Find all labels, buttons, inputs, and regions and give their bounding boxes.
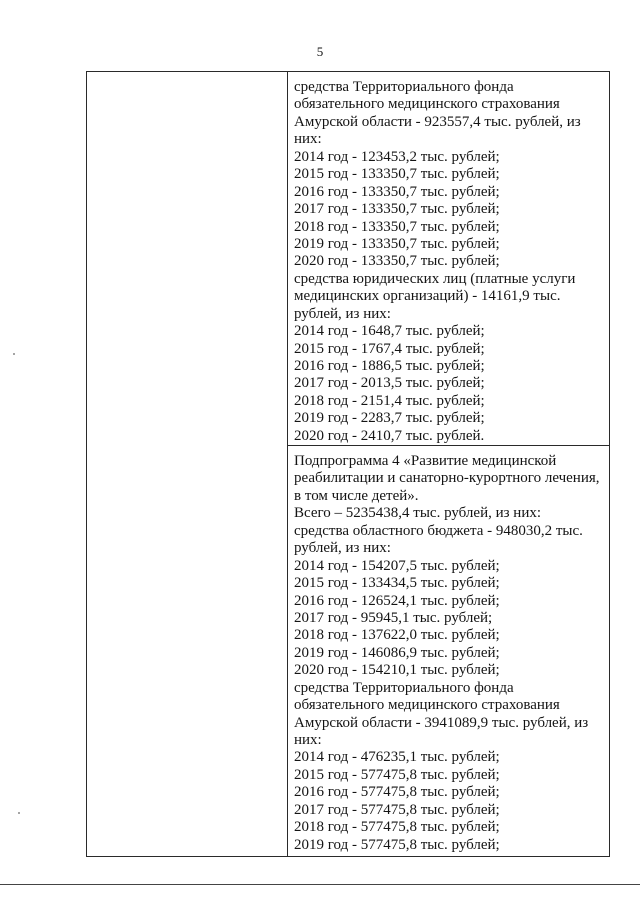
- text-line: них:: [294, 131, 322, 148]
- text-line: средства Территориального фонда: [294, 679, 514, 696]
- column-divider: [287, 72, 288, 856]
- text-line: 2017 год - 95945,1 тыс. рублей;: [294, 609, 493, 626]
- funding-cell-subprogram-4: [294, 453, 605, 854]
- text-line: 2019 год - 2283,7 тыс. рублей;: [294, 410, 485, 427]
- text-line: реабилитации и санаторно-курортного лечения,: [294, 470, 600, 487]
- text-line: 2020 год - 133350,7 тыс. рублей;: [294, 253, 500, 270]
- text-line: них:: [294, 732, 322, 748]
- text-line: 2017 год - 133350,7 тыс. рублей;: [294, 201, 500, 218]
- text-line: 2016 год - 577475,8 тыс. рублей;: [294, 784, 500, 801]
- text-line: рублей, из них:: [294, 540, 391, 557]
- text-line: 2014 год - 123453,2 тыс. рублей;: [294, 148, 500, 165]
- text-line: 2016 год - 133350,7 тыс. рублей;: [294, 183, 500, 200]
- text-line: обязательного медицинского страхования: [294, 96, 560, 113]
- text-line: 2018 год - 2151,4 тыс. рублей;: [294, 392, 485, 409]
- text-line: 2019 год - 133350,7 тыс. рублей;: [294, 235, 500, 252]
- funding-table: [86, 71, 610, 857]
- text-line: 2014 год - 1648,7 тыс. рублей;: [294, 323, 485, 340]
- scan-speck: [18, 812, 20, 814]
- text-line: 2017 год - 2013,5 тыс. рублей;: [294, 375, 485, 392]
- text-line: средства Территориального фонда: [294, 79, 514, 95]
- text-line: 2015 год - 133350,7 тыс. рублей;: [294, 166, 500, 183]
- scan-edge-line: [0, 884, 640, 885]
- text-line: 2015 год - 133434,5 тыс. рублей;: [294, 575, 500, 592]
- text-line: 2020 год - 2410,7 тыс. рублей.: [294, 427, 485, 444]
- text-line: 2018 год - 133350,7 тыс. рублей;: [294, 218, 500, 235]
- text-line: в том числе детей».: [294, 487, 419, 504]
- text-line: Амурской области - 923557,4 тыс. рублей, из: [294, 113, 581, 130]
- text-line: 2018 год - 137622,0 тыс. рублей;: [294, 627, 500, 644]
- text-line: Амурской области - 3941089,9 тыс. рублей, из: [294, 714, 589, 731]
- text-line: 2014 год - 476235,1 тыс. рублей;: [294, 749, 500, 766]
- text-line: Всего – 5235438,4 тыс. рублей, из них:: [294, 505, 542, 522]
- text-line: медицинских организаций) - 14161,9 тыс.: [294, 288, 561, 305]
- text-line: обязательного медицинского страхования: [294, 697, 560, 714]
- text-line: 2016 год - 126524,1 тыс. рублей;: [294, 592, 500, 609]
- text-line: 2017 год - 577475,8 тыс. рублей;: [294, 801, 500, 818]
- text-line: Подпрограмма 4 «Развитие медицинской: [294, 453, 557, 469]
- page-number: 5: [316, 44, 324, 59]
- text-line: 2015 год - 1767,4 тыс. рублей;: [294, 340, 485, 357]
- text-line: рублей, из них:: [294, 305, 391, 322]
- text-line: 2016 год - 1886,5 тыс. рублей;: [294, 358, 485, 374]
- text-line: средства юридических лиц (платные услуги: [294, 270, 576, 287]
- text-line: 2019 год - 577475,8 тыс. рублей;: [294, 836, 500, 853]
- text-line: 2020 год - 154210,1 тыс. рублей;: [294, 662, 500, 679]
- funding-cell-tfoms-and-legal: [294, 79, 605, 445]
- scan-speck: [13, 353, 15, 355]
- text-line: 2018 год - 577475,8 тыс. рублей;: [294, 819, 500, 836]
- text-line: 2015 год - 577475,8 тыс. рублей;: [294, 766, 500, 783]
- text-line: средства областного бюджета - 948030,2 тыс.: [294, 522, 583, 539]
- text-line: 2019 год - 146086,9 тыс. рублей;: [294, 644, 500, 661]
- text-line: 2014 год - 154207,5 тыс. рублей;: [294, 557, 500, 574]
